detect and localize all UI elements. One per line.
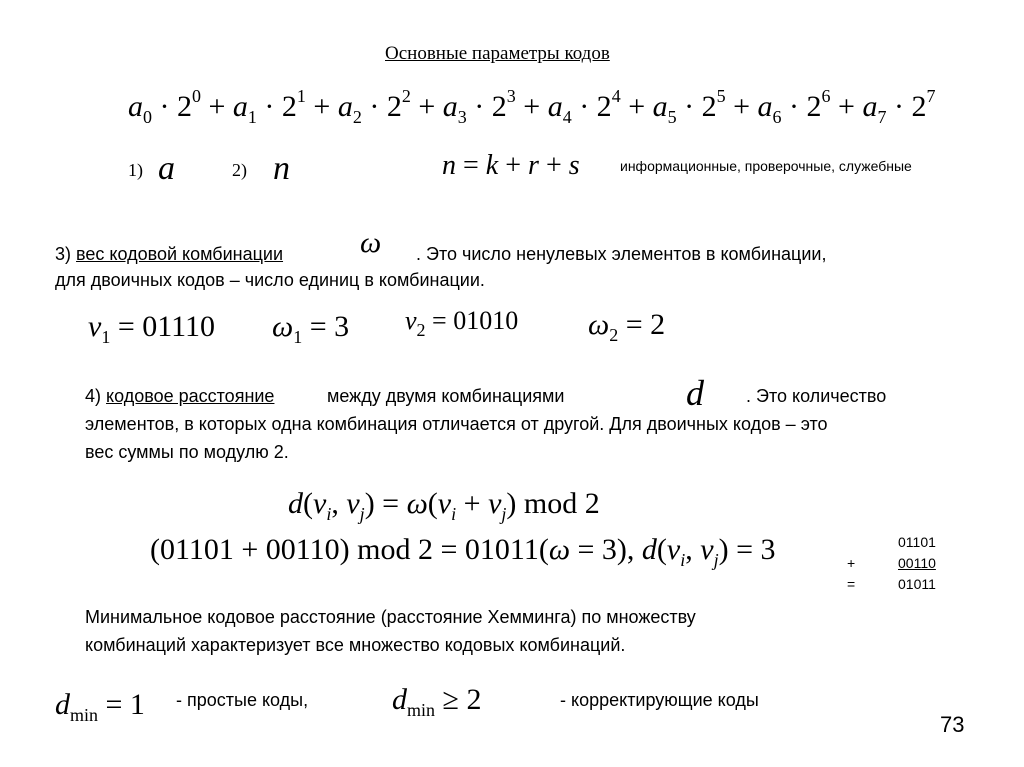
item-1-symbol: a xyxy=(158,150,175,187)
item-4-line3: вес суммы по модулю 2. xyxy=(85,442,289,462)
page-number: 73 xyxy=(940,712,965,737)
item-3-line1-rest: . Это число ненулевых элементов в комбинации, xyxy=(416,244,827,264)
correcting-codes: - корректирующие коды xyxy=(560,690,759,710)
distance-term: кодовое расстояние xyxy=(106,386,275,406)
polynomial-formula: $a_0 \cdot 2^0 + a_1 \cdot 2^1 + a_2 \cdot 2^2 + a_3 \cdot 2^3 + a_4 \cdot 2^4 + a_5 \cdot 2^5 + a_6 \cdot 2^6 + a_7 \cdot 2^7$ xyxy=(128,86,936,127)
item-4-line1-rest: . Это количество xyxy=(746,386,887,406)
page-title: Основные параметры кодов xyxy=(385,43,610,64)
item-4-between: между двумя комбинациями xyxy=(327,386,565,406)
item-4-line2: элементов, в которых одна комбинация отличается от другой. Для двоичных кодов – это xyxy=(85,414,828,434)
simple-codes: - простые коды, xyxy=(176,690,309,710)
item-3-line2: для двоичных кодов – число единиц в комбинации. xyxy=(55,270,485,290)
hamming-line2: комбинаций характеризует все множество кодовых комбинаций. xyxy=(85,635,626,655)
omega2-formula: $\omega_2 = 2$ xyxy=(588,308,666,345)
item-3-line1: 3) вес кодовой комбинации xyxy=(55,244,284,264)
n-equation: n = k + r + s xyxy=(442,150,580,181)
omega1-formula: $\omega_1 = 3$ xyxy=(272,310,350,347)
hamming-line1: Минимальное кодовое расстояние (расстояние Хемминга) по множеству xyxy=(85,607,696,627)
v2-formula: $v_2 = 01010$ xyxy=(405,306,519,340)
v1-formula: $v_1 = 01110$ xyxy=(88,310,216,347)
d-symbol: d xyxy=(686,373,704,413)
weight-term: вес кодовой комбинации xyxy=(76,244,284,264)
dmin1-formula: $d_{min} = 1$ xyxy=(55,688,145,725)
distance-definition: $d(v_i$, $v_j) = \omega(v_i + v_j)$ mod 2 xyxy=(288,487,600,524)
distance-example: (01101 + 00110) mod 2 = 01011(ω = 3), $d(v_i$, $v_j) = 3$ xyxy=(150,533,776,570)
sum-row3: 01011 xyxy=(898,576,936,592)
omega-symbol: ω xyxy=(360,226,382,259)
n-parts-note: информационные, проверочные, служебные xyxy=(620,158,912,174)
dmin2-formula: $d_{min} \ge 2$ xyxy=(392,683,482,720)
item-2-label: 2) xyxy=(232,160,247,180)
sum-row1: 01101 xyxy=(898,534,936,550)
item-4-line1: 4) кодовое расстояние xyxy=(85,386,275,406)
sum-row2: 00110 xyxy=(898,555,936,571)
sum-plus: + xyxy=(847,555,856,571)
item-1-label: 1) xyxy=(128,160,143,180)
item-2-symbol: n xyxy=(273,150,290,187)
sum-equals: = xyxy=(847,576,856,592)
